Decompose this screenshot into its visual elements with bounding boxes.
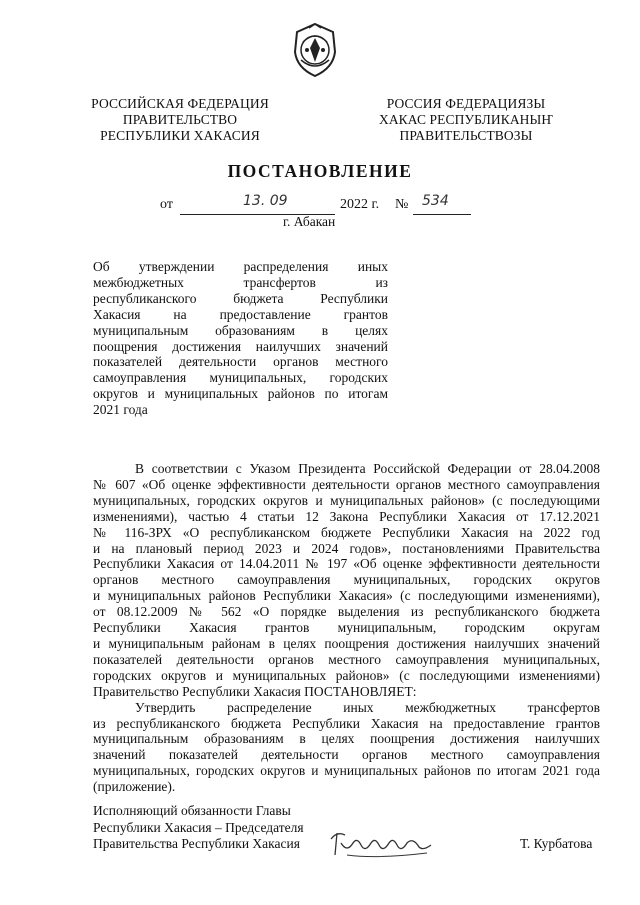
body-line: Республики Хакасия от 14.04.2011 № 197 «Об оценке эффективности деятельности bbox=[93, 556, 600, 572]
body-line: и на плановый период 2023 и 2024 годов», постановлениями Правительства bbox=[93, 540, 600, 556]
header-right bbox=[366, 96, 566, 144]
body-line: (приложение). bbox=[93, 779, 176, 795]
subject-line: Об утверждении распределения иных bbox=[93, 259, 388, 274]
header-left-line: ПРАВИТЕЛЬСТВО bbox=[122, 112, 238, 127]
subject-block bbox=[93, 259, 388, 418]
header-right-line: ПРАВИТЕЛЬСТВОЗЫ bbox=[399, 128, 533, 143]
subject-line: республиканского бюджета Республики bbox=[93, 290, 388, 306]
subject-line: межбюджетных трансфертов из bbox=[93, 274, 388, 290]
date-handwritten: 13. 09 bbox=[243, 193, 288, 209]
subject-line: 2021 года bbox=[93, 402, 148, 418]
body-line: муниципальных, городских округов и муниципальных районов» (с последующими bbox=[93, 492, 600, 508]
number-handwritten: 534 bbox=[422, 193, 449, 209]
signature-line: Исполняющий обязанности Главы bbox=[93, 803, 291, 818]
body-line: № 116-ЗРХ «О республиканском бюджете Республики Хакасия на 2022 год bbox=[93, 524, 600, 540]
body-line: изменениями), частью 4 статьи 12 Закона Республики Хакасия от 17.12.2021 bbox=[93, 508, 600, 524]
subject-line: поощрения достижения наилучших значений bbox=[93, 338, 388, 354]
body-line: от 08.12.2009 № 562 «О порядке выделения из республиканского бюджета bbox=[93, 604, 600, 620]
document-title: ПОСТАНОВЛЕНИЕ bbox=[227, 161, 413, 181]
coat-of-arms-emblem bbox=[289, 22, 341, 78]
number-underline bbox=[413, 214, 471, 215]
subject-line: округов и муниципальных районов по итогам bbox=[93, 386, 388, 402]
body-line: и муниципальных районов Республики Хакасия» (с последующими изменениями), bbox=[93, 588, 600, 604]
number-prefix: № bbox=[395, 197, 409, 212]
body-text bbox=[93, 461, 600, 795]
subject-line: показателей деятельности органов местного bbox=[93, 354, 388, 370]
header-left bbox=[80, 96, 280, 144]
body-line: муниципальным образованиям в целях поощрения достижения наилучших bbox=[93, 731, 600, 747]
body-line: значений показателей деятельности органов местного самоуправления bbox=[93, 747, 600, 763]
subject-line: Хакасия на предоставление грантов bbox=[93, 306, 388, 322]
signatory-name: Т. Курбатова bbox=[520, 836, 593, 851]
body-line: Республики Хакасия грантов муниципальным, городским округам bbox=[93, 620, 600, 636]
body-line: № 607 «Об оценке эффективности деятельности органов местного самоуправления bbox=[93, 476, 600, 492]
header-left-line: РЕСПУБЛИКИ ХАКАСИЯ bbox=[100, 128, 260, 143]
signature-line: Правительства Республики Хакасия bbox=[93, 836, 300, 851]
subject-line: муниципальным образованиям в целях bbox=[93, 322, 388, 338]
header-left-line: РОССИЙСКАЯ ФЕДЕРАЦИЯ bbox=[91, 96, 269, 111]
body-line: Утвердить распределение иных межбюджетных трансфертов bbox=[135, 699, 600, 715]
city-label: г. Абакан bbox=[283, 214, 336, 229]
signature-line: Республики Хакасия – Председателя bbox=[93, 819, 304, 835]
body-line: муниципальных, городских округов и муниципальных районов по итогам 2021 года bbox=[93, 763, 600, 779]
handwritten-signature bbox=[327, 825, 437, 861]
body-line: Правительство Республики Хакасия ПОСТАНОВЛЯЕТ: bbox=[93, 683, 417, 699]
body-line: органов местного самоуправления муниципальных, городских округов bbox=[93, 572, 600, 588]
header-right-line: ХАКАС РЕСПУБЛИКАНЫҤ bbox=[378, 112, 553, 127]
body-line: В соответствии с Указом Президента Российской Федерации от 28.04.2008 bbox=[135, 461, 600, 476]
body-line: и муниципальным районам в целях поощрения достижения наилучших значений bbox=[93, 635, 600, 651]
year-label: 2022 г. bbox=[340, 197, 380, 212]
body-line: городских округов и муниципальных районов» (с последующими изменениями) bbox=[93, 667, 600, 683]
date-prefix: от bbox=[160, 197, 173, 212]
header-right-line: РОССИЯ ФЕДЕРАЦИЯЗЫ bbox=[386, 96, 546, 111]
body-line: из республиканского бюджета Республики Хакасия на предоставление грантов bbox=[93, 715, 600, 731]
signature-block bbox=[93, 803, 304, 853]
subject-line: самоуправления муниципальных, городских bbox=[93, 370, 388, 386]
body-line: показателей деятельности органов местного самоуправления муниципальных, bbox=[93, 651, 600, 667]
